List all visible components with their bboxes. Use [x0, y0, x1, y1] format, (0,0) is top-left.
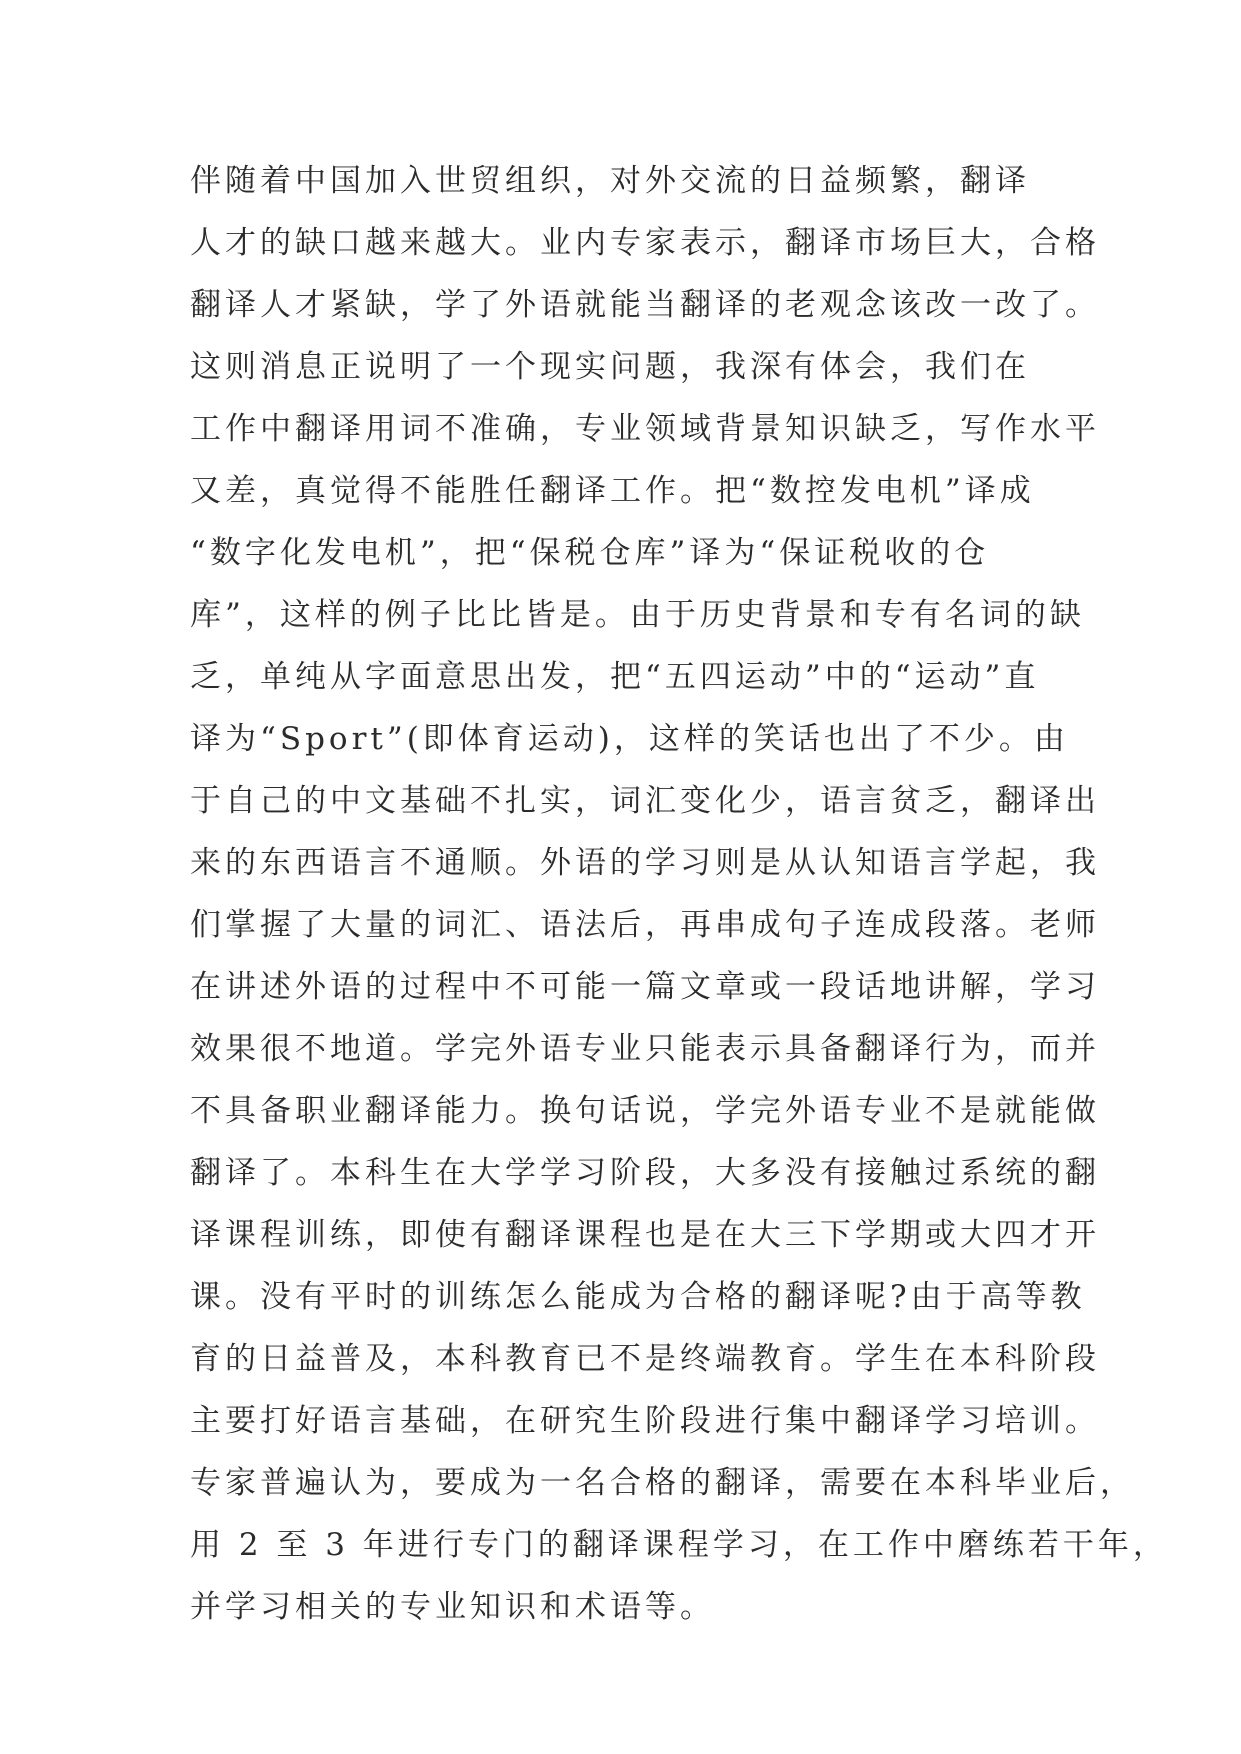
paragraph-1 [190, 150, 1100, 336]
text-line: 专家普遍认为，要成为一名合格的翻译，需要在本科毕业后， [190, 1465, 1135, 1501]
text-line: 库”，这样的例子比比皆是。由于历史背景和专有名词的缺 [190, 597, 1085, 633]
text-line: 伴随着中国加入世贸组织，对外交流的日益频繁，翻译 [190, 163, 1030, 199]
text-line: 主要打好语言基础，在研究生阶段进行集中翻译学习培训。 [190, 1403, 1100, 1439]
text-line: 译为“Sport”(即体育运动)，这样的笑话也出了不少。由 [190, 721, 1069, 757]
text-line: 工作中翻译用词不准确，专业领域背景知识缺乏，写作水平 [190, 411, 1100, 447]
text-line: 课。没有平时的训练怎么能成为合格的翻译呢?由于高等教 [190, 1279, 1086, 1315]
text-line: 用 2 至 3 年进行专门的翻译课程学习，在工作中磨练若干年， [190, 1527, 1168, 1563]
text-line: 人才的缺口越来越大。业内专家表示，翻译市场巨大，合格 [190, 225, 1100, 261]
text-line: 育的日益普及，本科教育已不是终端教育。学生在本科阶段 [190, 1341, 1100, 1377]
text-line: 于自己的中文基础不扎实，词汇变化少，语言贫乏，翻译出 [190, 783, 1100, 819]
text-line: 又差，真觉得不能胜任翻译工作。把“数控发电机”译成 [190, 473, 1035, 509]
text-line: “数字化发电机”，把“保税仓库”译为“保证税收的仓 [190, 535, 990, 571]
text-line: 不具备职业翻译能力。换句话说，学完外语专业不是就能做 [190, 1093, 1100, 1129]
paragraph-2 [190, 336, 1168, 1638]
text-line: 这则消息正说明了一个现实问题，我深有体会，我们在 [190, 349, 1030, 385]
text-line: 在讲述外语的过程中不可能一篇文章或一段话地讲解，学习 [190, 969, 1100, 1005]
text-line: 并学习相关的专业知识和术语等。 [190, 1589, 715, 1625]
text-line: 译课程训练，即使有翻译课程也是在大三下学期或大四才开 [190, 1217, 1100, 1253]
text-line: 乏，单纯从字面意思出发，把“五四运动”中的“运动”直 [190, 659, 1040, 695]
text-line: 们掌握了大量的词汇、语法后，再串成句子连成段落。老师 [190, 907, 1100, 943]
text-line: 翻译了。本科生在大学学习阶段，大多没有接触过系统的翻 [190, 1155, 1100, 1191]
text-line: 效果很不地道。学完外语专业只能表示具备翻译行为，而并 [190, 1031, 1100, 1067]
text-line: 翻译人才紧缺，学了外语就能当翻译的老观念该改一改了。 [190, 287, 1100, 323]
document-body [190, 150, 1168, 1638]
text-line: 来的东西语言不通顺。外语的学习则是从认知语言学起，我 [190, 845, 1100, 881]
